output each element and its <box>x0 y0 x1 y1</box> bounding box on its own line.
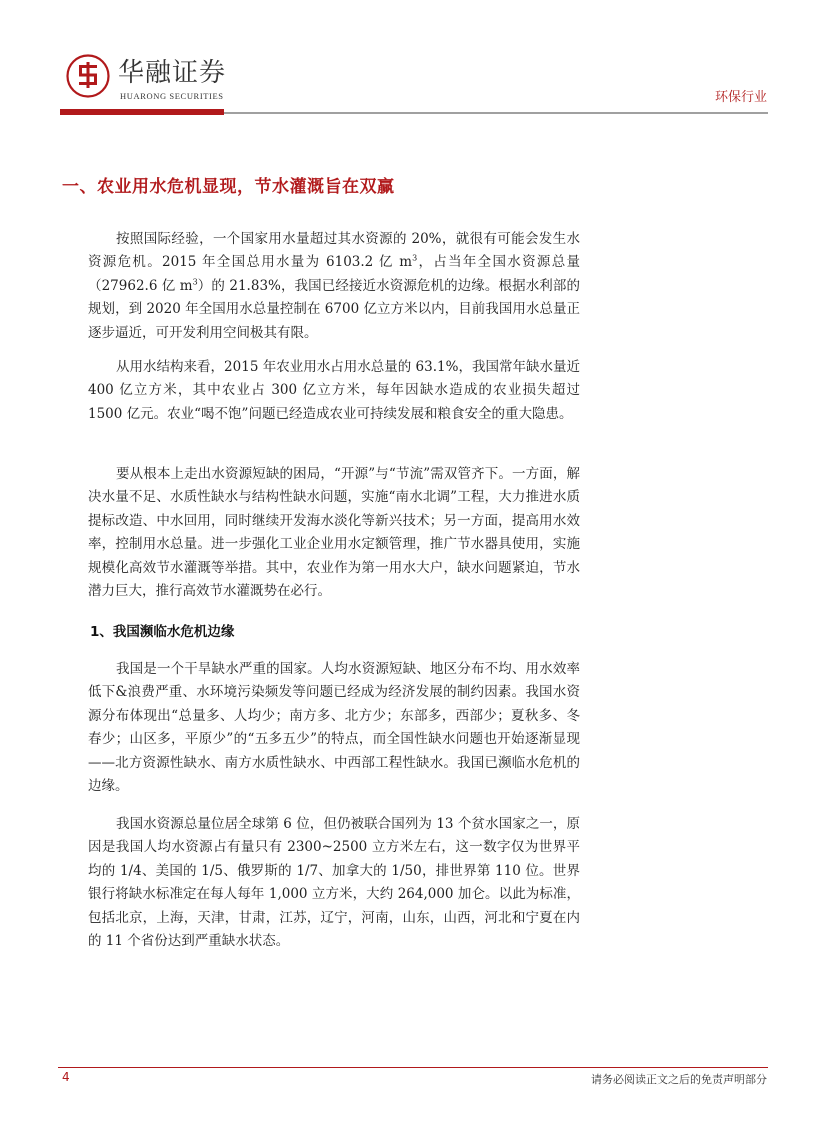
paragraph-drought-country: 我国是一个干旱缺水严重的国家。人均水资源短缺、地区分布不均、用水效率低下&浪费严重、水环境污染频发等问题已经成为经济发展的制约因素。我国水资源分布体现出“总量多、人均少；南方多、北方少；东部多，西部少；夏秋多、冬春少；山区多，平原少”的“五多五少”的特点，而全国性缺水问题也开始逐渐显现——北方资源性缺水、南方水质性缺水、中西部工程性缺水。我国已濒临水危机的边缘。 <box>88 661 580 795</box>
brand-name-cn: 华融证券 <box>118 58 227 88</box>
page-number: 4 <box>62 1070 70 1084</box>
brand-name-en: HUARONG SECURITIES <box>120 91 224 101</box>
paragraph-water-structure: 从用水结构来看，2015 年农业用水占用水总量的 63.1%，我国常年缺水量近 400 亿立方米，其中农业占 300 亿立方米，每年因缺水造成的农业损失超过 1500 亿元。农业“喝不饱”问题已经造成农业可持续发展和粮食安全的重大隐患。 <box>88 359 580 422</box>
page-header <box>0 0 827 120</box>
section-title: 一、农业用水危机显现，节水灌溉旨在双赢 <box>62 177 395 197</box>
disclaimer-text: 请务必阅读正文之后的免责声明部分 <box>591 1073 767 1086</box>
subsection-heading: 1、我国濒临水危机边缘 <box>90 624 235 640</box>
huarong-logo-icon <box>66 54 110 98</box>
industry-label: 环保行业 <box>714 90 767 105</box>
paragraph-water-ranking: 我国水资源总量位居全球第 6 位，但仍被联合国列为 13 个贫水国家之一，原因是我国人均水资源占有量只有 2300~2500 立方米左右，这一数字仅为世界平均的 1/4、美国的 1/5、俄罗斯的 1/7、加拿大的 1/50，排世界第 110 位。世界银行将缺水标准定在每人每年 1,000 立方米，大约 264,000 加仑。以此为标准，包括北京，上海，天津，甘肃，江苏，辽宁，河南，山东，山西，河北和宁夏在内的 11 个省份达到严重缺水状态。 <box>88 816 580 950</box>
paragraph-water-crisis: 按照国际经验，一个国家用水量超过其水资源的 20%，就很有可能会发生水资源危机。2015 年全国总用水量为 6103.2 亿 $m^3$，占当年全国水资源总量（27962.6 亿 $m^3$）的 21.83%，我国已经接近水资源危机的边缘。根据水利部的规划，到 2020 年全国用水总量控制在 6700 亿立方米以内，目前我国用水总量正逐步逼近，可开发利用空间极其有限。 <box>88 231 581 341</box>
footer-rule <box>58 1067 768 1068</box>
header-rule-accent <box>60 109 224 115</box>
paragraph-solutions: 要从根本上走出水资源短缺的困局，“开源”与“节流”需双管齐下。一方面，解决水量不足、水质性缺水与结构性缺水问题，实施“南水北调”工程，大力推进水质提标改造、中水回用，同时继续开发海水淡化等新兴技术；另一方面，提高用水效率，控制用水总量。进一步强化工业企业用水定额管理，推广节水器具使用，实施规模化高效节水灌溉等举措。其中，农业作为第一用水大户，缺水问题紧迫，节水潜力巨大，推行高效节水灌溉势在必行。 <box>88 466 580 600</box>
header-rule <box>224 112 768 114</box>
